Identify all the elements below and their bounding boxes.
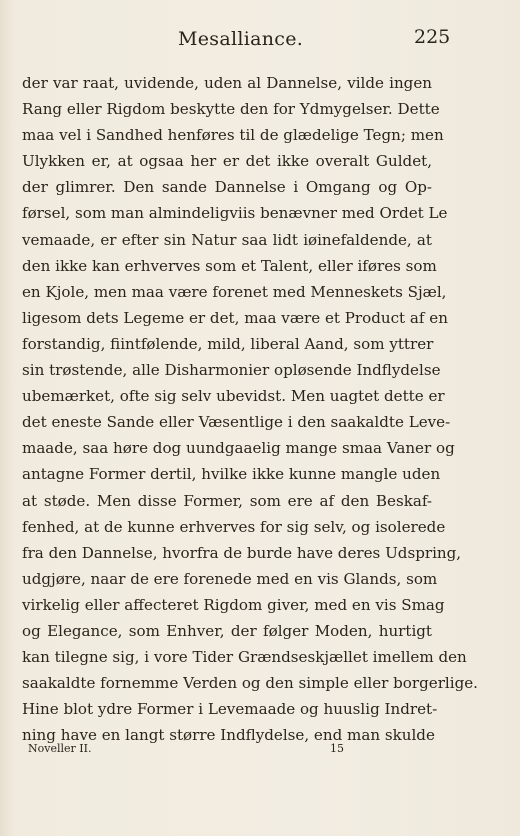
text-line: der glimrer. Den sande Dannelse i Omgang og Op- [22, 178, 432, 197]
text-line: fenhed, at de kunne erhverves for sig selv, og isolerede [22, 517, 446, 536]
text-line: maade, saa høre dog uundgaaelig mange smaa Vaner og [22, 439, 455, 458]
text-line: vemaade, er efter sin Natur saa lidt iøinefaldende, at [22, 230, 432, 249]
text-line: og Elegance, som Enhver, der følger Moden, hurtigt [22, 621, 432, 640]
text-line: det eneste Sande eller Væsentlige i den saakaldte Leve- [22, 413, 451, 432]
text-line: virkelig eller affecteret Rigdom giver, med en vis Smag [22, 595, 445, 614]
text-line: ubemærket, ofte sig selv ubevidst. Men uagtet dette er [22, 387, 445, 406]
text-line: forstandig, fiintfølende, mild, liberal Aand, som yttrer [22, 334, 434, 353]
text-line: Hine blot ydre Former i Levemaade og huuslig Indret- [22, 700, 438, 719]
text-line: førsel, som man almindeligviis benævner med Ordet Le [22, 204, 448, 223]
sheet-signature-mark: 15 [330, 742, 344, 755]
text-line: maa vel i Sandhed henføres til de glædelige Tegn; men [22, 126, 444, 145]
text-line: Ulykken er, at ogsaa her er det ikke overalt Guldet, [22, 152, 432, 171]
text-line: udgjøre, naar de ere forenede med en vis Glands, som [22, 569, 438, 588]
page-number: 225 [414, 26, 451, 48]
page-header [22, 22, 451, 56]
text-line: kan tilegne sig, i vore Tider Grændseskjællet imellem den [22, 648, 467, 667]
text-line: sin trøstende, alle Disharmonier opløsende Indflydelse [22, 361, 441, 380]
running-title: Mesalliance. [178, 28, 304, 50]
text-line: antagne Former dertil, hvilke ikke kunne mangle uden [22, 465, 441, 484]
text-line: en Kjole, men maa være forenet med Menneskets Sjæl, [22, 282, 447, 301]
text-line: der var raat, uvidende, uden al Dannelse, vilde ingen [22, 74, 432, 92]
text-line: ligesom dets Legeme er det, maa være et Product af en [22, 308, 448, 327]
page-footer [28, 742, 428, 760]
text-line: ning have en langt større Indflydelse, end man skulde [22, 726, 435, 745]
text-line: at støde. Men disse Former, som ere af den Beskaf- [22, 491, 432, 510]
text-line: Rang eller Rigdom beskytte den for Ydmygelser. Dette [22, 100, 440, 119]
text-line: fra den Dannelse, hvorfra de burde have deres Udspring, [22, 543, 462, 562]
text-line: saakaldte fornemme Verden og den simple eller borgerlige. [22, 674, 478, 693]
footer-signature: Noveller II. [28, 742, 92, 755]
text-line: den ikke kan erhverves som et Talent, eller iføres som [22, 256, 437, 275]
body-text [22, 70, 478, 748]
